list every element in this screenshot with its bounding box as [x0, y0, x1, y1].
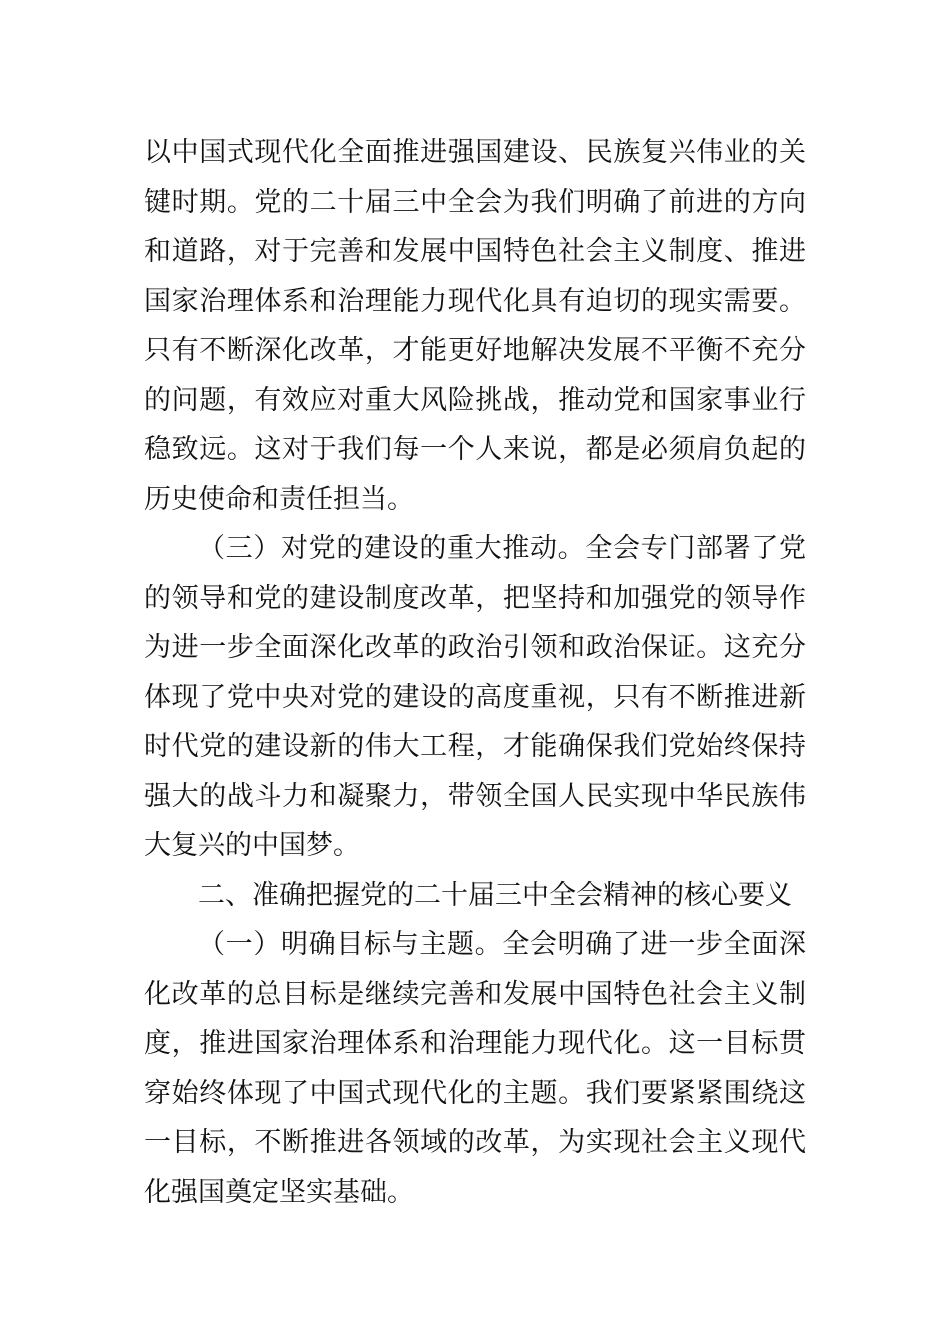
document-body — [144, 128, 806, 1217]
paragraph-continuation: 以中国式现代化全面推进强国建设、民族复兴伟业的关键时期。党的二十届三中全会为我们明确了前进的方向和道路，对于完善和发展中国特色社会主义制度、推进国家治理体系和治理能力现代化具有迫切的现实需要。只有不断深化改革，才能更好地解决发展不平衡不充分的问题，有效应对重大风险挑战，推动党和国家事业行稳致远。这对于我们每一个人来说，都是必须肩负起的历史使命和责任担当。 — [144, 137, 806, 515]
paragraph-subsection-one: （一）明确目标与主题。全会明确了进一步全面深化改革的总目标是继续完善和发展中国特色社会主义制度，推进国家治理体系和治理能力现代化。这一目标贯穿始终体现了中国式现代化的主题。我们要紧紧围绕这一目标，不断推进各领域的改革，为实现社会主义现代化强国奠定坚实基础。 — [144, 929, 806, 1208]
section-heading-two: 二、准确把握党的二十届三中全会精神的核心要义 — [198, 879, 792, 911]
paragraph-section-three: （三）对党的建设的重大推动。全会专门部署了党的领导和党的建设制度改革，把坚持和加强党的领导作为进一步全面深化改革的政治引领和政治保证。这充分体现了党中央对党的建设的高度重视，只有不断推进新时代党的建设新的伟大工程，才能确保我们党始终保持强大的战斗力和凝聚力，带领全国人民实现中华民族伟大复兴的中国梦。 — [144, 533, 806, 861]
